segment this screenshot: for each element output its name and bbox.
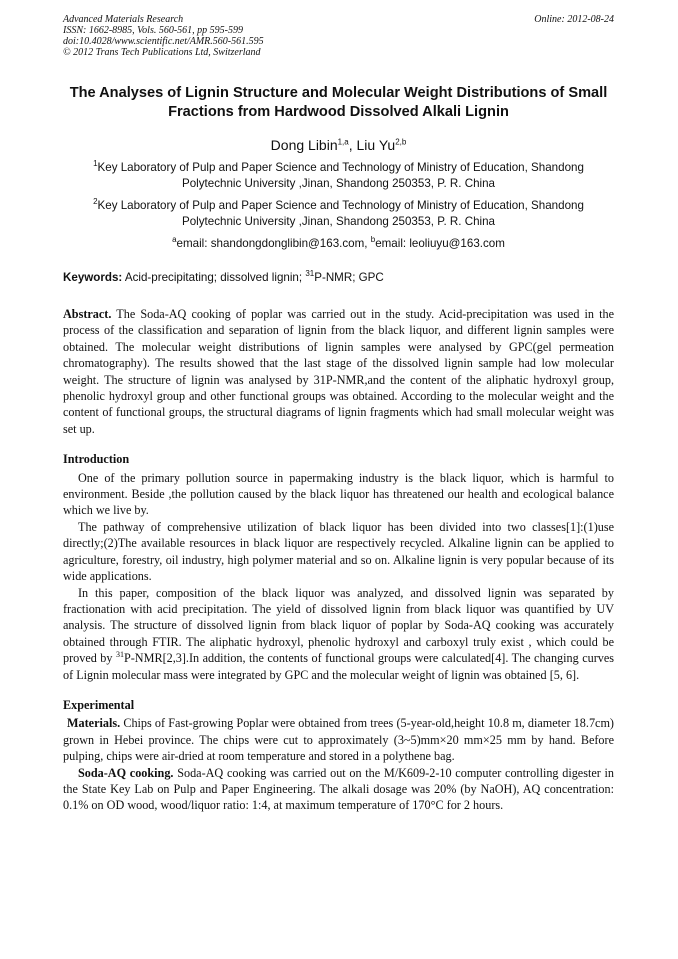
author-1-name: Dong Libin: [270, 137, 338, 153]
abstract: [63, 306, 614, 437]
materials-text: Chips of Fast-growing Poplar were obtained from trees (5-year-old,height 10.8 m, diameter 18.7cm) grown in Hebei province. The chips were cut to approximately (3~5)mm×20 mm×25 mm by hand. Before pulping, chips were air-dried at room temperature and stored in a polythene bag.: [63, 716, 614, 764]
doi-line: doi:10.4028/www.scientific.net/AMR.560-561.595: [63, 36, 264, 47]
author-2-sup: 2,b: [395, 137, 407, 147]
keywords-text-2: P-NMR; GPC: [314, 271, 384, 284]
abstract-text: The Soda-AQ cooking of poplar was carried out in the study. Acid-precipitation was used in the process of the classification and separation of lignin from the black liquor, and different lignin samples were obtained. The molecular weight distributions of lignin samples were analysed by GPC(gel permeation chromatography). The results showed that the last stage of the dissolved lignin sample had low molecular weight. The structure of lignin was analysed by 31P-NMR,and the content of the aliphatic hydroxyl group, phenolic hydroxyl group and other functional groups was obtained. According to the molecular weight and the content of functional groups, the structural diagrams of lignin fragments which had small molecular weight was set up.: [63, 307, 614, 436]
experimental-heading: Experimental: [63, 697, 135, 712]
intro-p3-text-1: In this paper, composition of the black liquor was analyzed, and dissolved lignin was separated by fractionation with acid precipitation. The yield of dissolved lignin from black liquor was quantified by UV analysis. The structure of dissolved lignin from black liquor of poplar by Soda-AQ cooking was accurately obtained through FTIR. The aliphatic hydroxyl, phenolic hydroxyl and carboxyl truly exist , which could be proved by: [63, 585, 614, 666]
intro-paragraph-3: [63, 585, 614, 683]
affiliation-1-sup: 1: [93, 159, 98, 169]
soda-aq-text: Soda-AQ cooking was carried out on the M/K609-2-10 computer controlling digester in the State Key Lab on Pulp and Paper Engineering. The alkali dosage was 20% (by NaOH), AQ concentration: 0.1% on OD wood, wood/liquor ratio: 1:4, at maximum temperature of 170°C for 2 hours.: [63, 765, 615, 813]
introduction-body: [63, 470, 614, 683]
email-b-sup: b: [370, 235, 376, 245]
intro-p3-sup: 31: [115, 650, 124, 660]
email-a: email: shandongdonglibin@163.com,: [176, 237, 371, 250]
author-1-sup: 1,a: [337, 137, 349, 147]
paper-page: [63, 14, 614, 814]
authors: [63, 136, 614, 154]
intro-paragraph-1: One of the primary pollution source in papermaking industry is the black liquor, which is harmful to environment. Beside ,the pollution caused by the black liquor has threatened our health and ecological balance which we live by.: [63, 470, 614, 518]
email-a-sup: a: [172, 235, 177, 245]
journal-name: Advanced Materials Research: [63, 14, 184, 25]
intro-p3-text-2: P-NMR[2,3].In addition, the contents of functional groups were calculated[4]. The changing curves of Lignin molecular mass were integrated by GPC and the molecular weight of lignin was obtained [5, 6].: [63, 651, 614, 682]
affiliation-1-text: Key Laboratory of Pulp and Paper Science and Technology of Ministry of Education, Shandong Polytechnic University ,Jinan, Shandong 250353, P. R. China: [97, 161, 584, 190]
keywords-label: Keywords:: [63, 271, 123, 284]
keywords-text-1: Acid-precipitating; dissolved lignin;: [122, 271, 306, 284]
experimental-body: [63, 715, 614, 813]
affiliation-2: [63, 198, 614, 230]
soda-aq-label: Soda-AQ cooking.: [78, 765, 174, 780]
author-separator: ,: [348, 137, 357, 153]
author-2-name: Liu Yu: [356, 137, 396, 153]
introduction-heading: Introduction: [63, 452, 130, 467]
issn-line: ISSN: 1662-8985, Vols. 560-561, pp 595-599: [63, 25, 243, 36]
affiliation-2-sup: 2: [93, 197, 98, 207]
affiliation-2-text: Key Laboratory of Pulp and Paper Science and Technology of Ministry of Education, Shandong Polytechnic University ,Jinan, Shandong 250353, P. R. China: [97, 199, 584, 228]
materials-paragraph: [63, 715, 614, 764]
journal-header: [63, 14, 614, 58]
abstract-label: Abstract.: [63, 307, 112, 321]
intro-paragraph-2: The pathway of comprehensive utilization of black liquor has been divided into two classes[1]:(1)use directly;(2)The available resources in black liquor are respectively recycled. Alkaline lignin can be applied to agriculture, forestry, oil industry, high polymer material and so on. Alkaline lignin is very popular because of its wide applications.: [63, 519, 614, 584]
copyright-line: © 2012 Trans Tech Publications Ltd, Switzerland: [63, 47, 261, 58]
materials-label: Materials.: [67, 716, 121, 731]
affiliation-1: [63, 160, 614, 192]
keywords: [63, 270, 614, 286]
soda-aq-paragraph: [63, 765, 614, 814]
paper-title: The Analyses of Lignin Structure and Molecular Weight Distributions of Small Fractions from Hardwood Dissolved Alkali Lignin: [69, 85, 608, 120]
emails: [63, 236, 614, 252]
keywords-sup: 31: [305, 269, 315, 279]
email-b: email: leoliuyu@163.com: [375, 237, 505, 250]
online-date: Online: 2012-08-24: [534, 14, 614, 25]
